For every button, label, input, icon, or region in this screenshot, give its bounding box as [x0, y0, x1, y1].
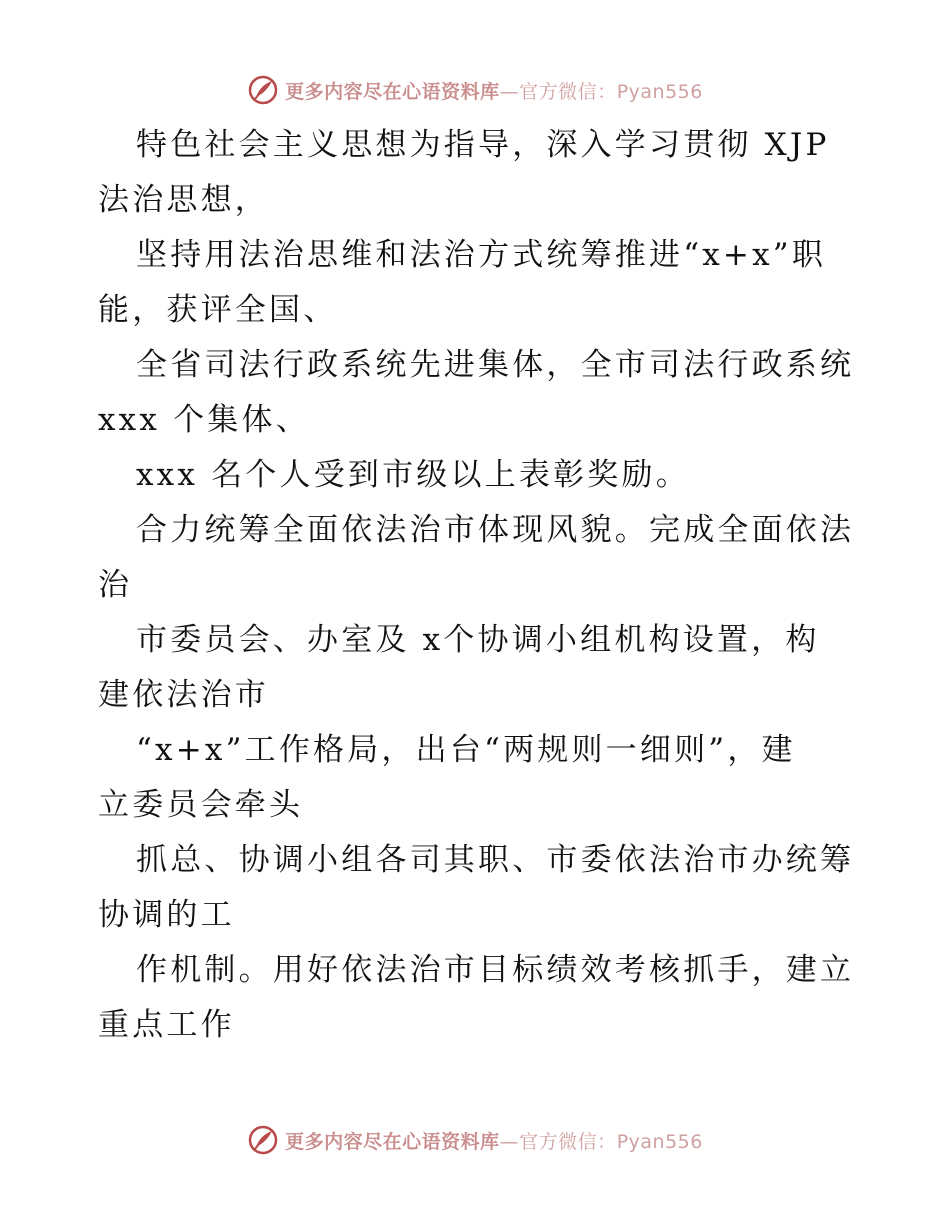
watermark-brand: 更多内容尽在心语资料库: [285, 80, 500, 103]
watermark-text: [285, 77, 703, 104]
paragraph-line: 协调的工: [98, 897, 235, 933]
header-watermark: [0, 70, 950, 110]
paragraph-line: 全省司法行政系统先进集体，全市司法行政系统: [136, 347, 855, 383]
watermark-dash: —: [499, 80, 520, 103]
paragraph-line: 作机制。用好依法治市目标绩效考核抓手，建立: [136, 952, 855, 988]
watermark-brand: 更多内容尽在心语资料库: [285, 1130, 500, 1153]
quill-logo-icon: [247, 1124, 279, 1156]
footer-watermark: [0, 1120, 950, 1160]
paragraph-line: 合力统筹全面依法治市体现风貌。完成全面依法: [136, 512, 855, 548]
watermark-dash: —: [499, 1130, 520, 1153]
watermark-official: 官方微信：: [519, 80, 617, 103]
paragraph-line: 抓总、协调小组各司其职、市委依法治市办统筹: [136, 842, 855, 878]
paragraph-line: 市委员会、办室及 x个协调小组机构设置，构: [136, 622, 820, 658]
paragraph-line: 法治思想，: [98, 182, 269, 218]
paragraph-line: 立委员会牵头: [98, 787, 304, 823]
paragraph-line: 治: [98, 567, 133, 603]
watermark-text: [285, 1127, 703, 1154]
paragraph-line: 能，获评全国、: [98, 292, 338, 328]
paragraph-line: xxx 名个人受到市级以上表彰奖励。: [136, 457, 690, 493]
paragraph-line: 坚持用法治思维和法治方式统筹推进“x+x”职: [136, 237, 827, 273]
watermark-wechat: Pyan556: [616, 1130, 703, 1153]
paragraph-line: “x+x”工作格局，出台“两规则一细则”，建: [136, 732, 796, 768]
watermark-wechat: Pyan556: [616, 80, 703, 103]
paragraph-line: 建依法治市: [98, 677, 269, 713]
document-body: [98, 118, 858, 1053]
quill-logo-icon: [247, 74, 279, 106]
paragraph-line: 特色社会主义思想为指导，深入学习贯彻 XJP: [136, 127, 830, 163]
watermark-official: 官方微信：: [519, 1130, 617, 1153]
paragraph-line: 重点工作: [98, 1007, 235, 1043]
paragraph-line: xxx 个集体、: [98, 402, 310, 438]
